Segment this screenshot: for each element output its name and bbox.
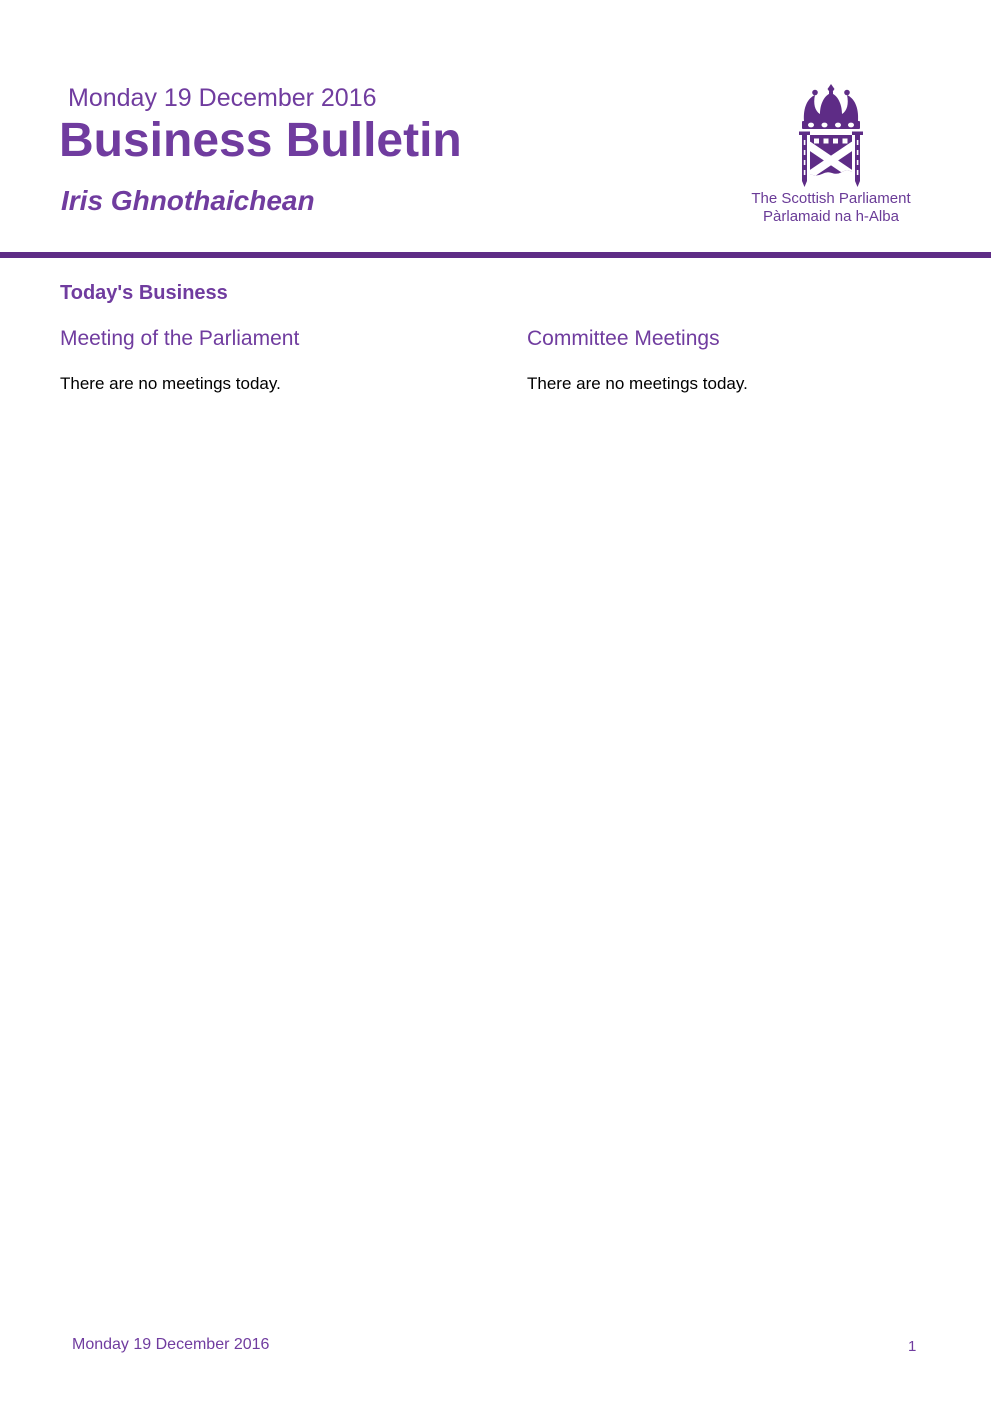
footer-page-number: 1 — [908, 1338, 917, 1355]
section-heading: Committee Meetings — [527, 327, 720, 350]
parliament-emblem-icon — [794, 84, 868, 188]
header-divider — [0, 252, 991, 258]
committee-meetings-section — [527, 327, 947, 394]
todays-business-heading: Today's Business — [60, 282, 228, 304]
header-date: Monday 19 December 2016 — [68, 84, 377, 112]
section-heading: Meeting of the Parliament — [60, 327, 300, 350]
page-title: Business Bulletin — [59, 114, 462, 167]
logo-text-line2: Pàrlamaid na h-Alba — [763, 208, 899, 225]
page-subtitle: Iris Ghnothaichean — [61, 185, 315, 216]
footer-date: Monday 19 December 2016 — [72, 1336, 270, 1353]
meeting-of-parliament-section — [60, 327, 480, 394]
section-body: There are no meetings today. — [60, 374, 281, 393]
parliament-logo — [738, 84, 924, 224]
section-body: There are no meetings today. — [527, 374, 748, 393]
logo-text-line1: The Scottish Parliament — [751, 190, 911, 207]
